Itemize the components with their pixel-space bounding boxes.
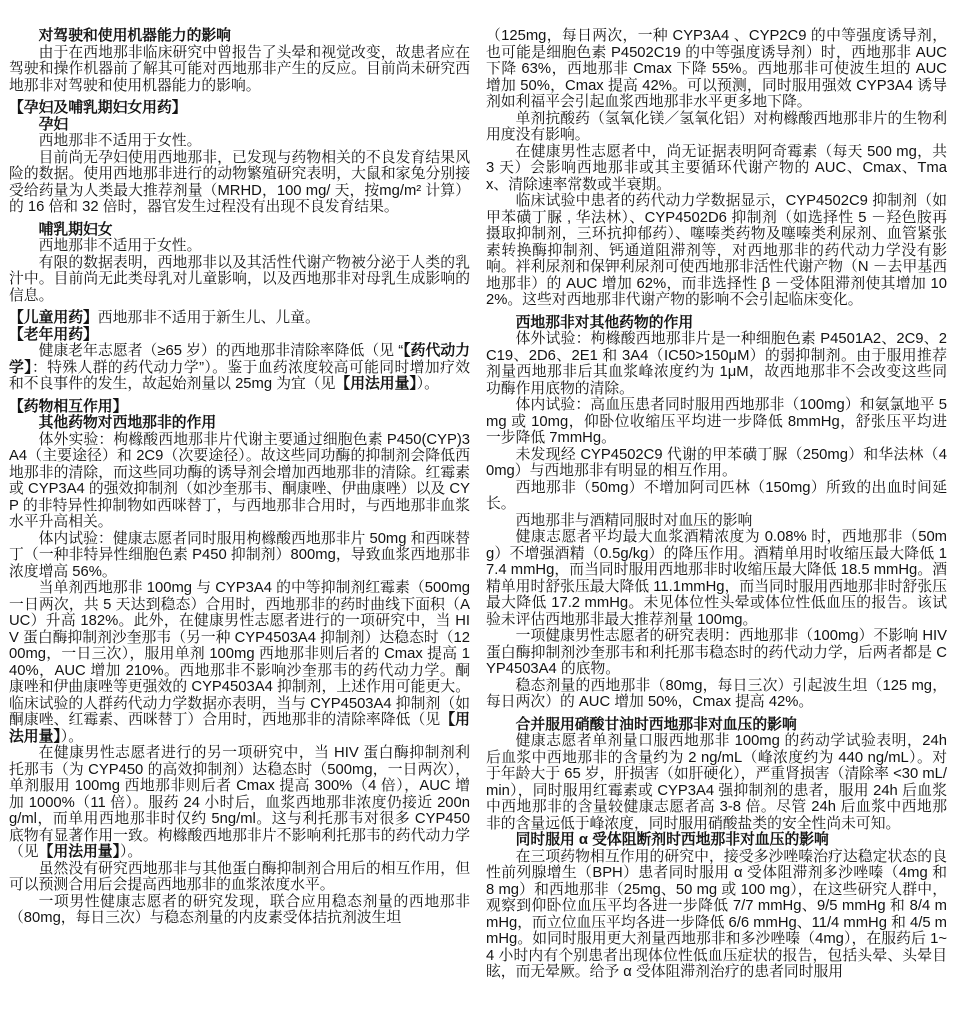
paragraph [486, 331, 947, 397]
text-run: 西地那非不适用于女性。 [38, 133, 202, 149]
right-column [486, 28, 947, 1024]
subsection-heading [486, 315, 947, 332]
text-run: 西地那非与酒精同服时对血压的影响 [515, 512, 753, 529]
text-run: ）。 [416, 376, 439, 392]
section-heading [9, 327, 470, 344]
paragraph [486, 529, 947, 628]
bold-text-run: 【孕妇及哺乳期妇女用药】 [9, 100, 187, 116]
paragraph [486, 111, 947, 144]
text-run: 单剂抗酸药（氢氧化镁／氢氧化铝）对枸橼酸西地那非片的生物利用度没有影响。 [486, 110, 947, 143]
paragraph [9, 432, 470, 531]
text-run: 在三项药物相互作用的研究中，接受多沙唑嗪治疗达稳定状态的良性前列腺增生（BPH）患者同时服用 α 受体阻滞剂多沙唑嗪（4mg 和 8 mg）和西地那非（25mg、50 mg 或 100 mg），在这些研究人群中，观察到仰卧位血压平均各进一步降低 7/7 mmHg、9/5 mmHg 和 8/4 mmHg，而立位血压平均各进一步降低 6/6 mmHg、11/4 mmHg 和 4/5 mmHg。如同时服用更大剂量西地那非和多沙唑嗪（4mg），在服药后 1~4 小时内有个别患者出现体位性低血压症状的报告，包括头晕、头晕目眩，而无晕厥。给予 α 受体阻滞剂治疗的患者同时服用 [486, 848, 947, 980]
subsection-heading [9, 28, 470, 45]
text-run: 西地那非不适用于女性。 [38, 238, 202, 254]
section-heading [9, 310, 470, 327]
bold-text-run: 哺乳期妇女 [38, 221, 113, 238]
text-run: 未发现经 CYP4502C9 代谢的甲苯磺丁脲（250mg）和华法林（40mg）与西地那非有明显的相互作用。 [486, 446, 947, 479]
paragraph [9, 45, 470, 95]
paragraph [9, 343, 470, 393]
text-run: 体内试验：高血压患者同时服用西地那非（100mg）和氨氯地平 5mg 或 10mg，仰卧位收缩压平均进一步降低 8mmHg，舒张压平均进一步降低 7mmHg。 [486, 397, 947, 446]
paragraph-continuation [486, 28, 947, 111]
text-run: 一项健康男性志愿者的研究表明：西地那非（100mg）不影响 HIV 蛋白酶抑制剂沙奎那韦和利托那韦稳态时的药代动力学，后两者都是 CYP4503A4 的底物。 [486, 628, 947, 677]
paragraph [9, 531, 470, 581]
text-run: 在健康男性志愿者中，尚无证据表明阿奇霉素（每天 500 mg，共 3 天）会影响西地那非或其主要循环代谢产物的 AUC、Cmax、Tmax、清除速率常数或半衰期。 [486, 143, 947, 193]
text-run: 体内试验：健康志愿者同时服用枸橼酸西地那非片 50mg 和西咪替丁（一种非特异性细胞色素 P450 抑制剂）800mg，导致血浆西地那非浓度增高 56%。 [9, 530, 470, 580]
text-run: 体外实验：枸橼酸西地那非片代谢主要通过细胞色素 P450(CYP)3A4（主要途径）和 2C9（次要途径）。故这些同功酶的抑制剂会降低西地那非的清除，而这些同功酶的诱导剂会增加西地那非的清除。红霉素或 CYP3A4 的强效抑制剂（如沙奎那韦、酮康唑、伊曲康唑）以及 CYP 的非特异性抑制物如西咪替丁，与西地那非合用时，与西地那非血浆水平升高相关。 [9, 431, 470, 530]
text-run: 健康志愿者单剂量口服西地那非 100mg 的药动学试验表明，24h 后血浆中西地那非的含量约为 2 ng/mL（峰浓度约为 440 ng/mL）。对于年龄大于 65 岁，肝损害（如肝硬化），严重肾损害（清除率 <30 mL/min），同时服用红霉素或 CYP3A4 强抑制剂的患者，服用 24h 后血浆中西地那非的含量较健康志愿者高 3-8 倍。尽管 24h 后血浆中西地那非的含量远低于峰浓度，同时服用硝酸盐类的安全性尚未可知。 [486, 733, 947, 832]
paragraph [9, 238, 470, 255]
bold-text-run: 其他药物对西地那非的作用 [38, 415, 217, 431]
paragraph [486, 628, 947, 678]
paragraph [486, 447, 947, 480]
bold-text-run: 对驾驶和使用机器能力的影响 [38, 28, 231, 44]
paragraph [9, 745, 470, 861]
bold-text-run: 【药物相互作用】 [9, 398, 128, 415]
bold-text-run: 【药代动力学】 [9, 343, 470, 376]
subsection-heading [486, 717, 947, 734]
text-run: 健康老年志愿者（≥65 岁）的西地那非清除率降低（见 “ [38, 343, 404, 359]
text-run: 目前尚无孕妇使用西地那非，已发现与药物相关的不良发育结果风险的数据。使用西地那非进行的动物繁殖研究表明，大鼠和家兔分别接受给药量为人类最大推荐剂量（MRHD，100 mg/ 天，按mg/m² 计算）的 16 倍和 32 倍时，器官发生过程没有出现不良发育结果。 [9, 149, 470, 215]
paragraph [486, 144, 947, 194]
paragraph [9, 861, 470, 894]
paragraph [9, 133, 470, 150]
text-run: 在健康男性志愿者进行的另一项研究中，当 HIV 蛋白酶抑制剂利托那韦（为 CYP450 的高效抑制剂）达稳态时（500mg，一日两次），单剂服用 100mg 西地那非则后者 Cmax 提高 300%（4 倍），AUC 增加 1000%（11 倍）。服药 24 小时后，血浆西地那非浓度仍接近 200ng/ml，而单用西地那非时仅约 5ng/ml。这与利托那韦对很多 CYP450 底物有显著作用一致。枸橼酸西地那非片不影响利托那韦的药代动力学（见 [9, 745, 470, 860]
paragraph [486, 480, 947, 513]
bold-text-run: 孕妇 [38, 116, 69, 133]
paragraph [486, 397, 947, 447]
text-run: 西地那非不适用于新生儿、儿童。 [97, 310, 320, 326]
bold-text-run: 西地那非对其他药物的作用 [515, 314, 694, 331]
text-run: ）。 [60, 728, 83, 745]
paragraph [486, 513, 947, 530]
subsection-heading [9, 415, 470, 432]
paragraph [9, 150, 470, 216]
text-run: 虽然没有研究西地那非与其他蛋白酶抑制剂合用后的相互作用，但可以预测合用后会提高西地那非的血浆浓度水平。 [9, 860, 470, 893]
paragraph [9, 580, 470, 745]
bold-text-run: 【老年用药】 [9, 326, 98, 343]
subsection-heading [486, 832, 947, 849]
section-heading [9, 100, 470, 117]
text-run: ：特殊人群的药代动力学”）。鉴于血药浓度较高可能同时增加疗效和不良事件的发生，故起始剂量以 25mg 为宜（见 [9, 359, 470, 392]
subsection-heading [9, 117, 470, 134]
paragraph [486, 849, 947, 981]
text-run: 由于在西地那非临床研究中曾报告了头晕和视觉改变，故患者应在驾驶和操作机器前了解其可能对西地那非产生的反应。目前尚未研究西地那非对驾驶和使用机器能力的影响。 [9, 44, 470, 94]
bold-text-run: 【用法用量】 [9, 712, 470, 745]
text-run: （125mg，每日两次，一种 CYP3A4 、CYP2C9 的中等强度诱导剂，也可能是细胞色素 P4502C19 的中等强度诱导剂）时，西地那非 AUC 下降 63%，西地那非 Cmax 下降 55%。西地那非可使波生坦的 AUC 增加 50%，Cmax 提高 42%。可以预测，同时服用强效 CYP3A4 诱导剂如利福平会引起血浆西地那非水平更多地下降。 [486, 28, 947, 110]
section-heading [9, 399, 470, 416]
paragraph [9, 894, 470, 927]
text-run: 临床试验中患者的药代动力学数据显示，CYP4502C9 抑制剂（如甲苯磺丁脲 , 华法林）、CYP4502D6 抑制剂（如选择性 5 －羟色胺再摄取抑制剂，三环抗抑郁药）、噻嗪类药物及噻嗪类利尿剂、血管紧张素转换酶抑制剂、钙通道阻滞剂等，对西地那非的药代动力学没有影响。袢利尿剂和保钾利尿剂可使西地那非活性代谢产物（N －去甲基西地那非）的 AUC 增加 62%，而非选择性 β －受体阻滞剂使其增加 102%。这些对西地那非代谢产物的影响不会引起临床变化。 [486, 193, 947, 308]
bold-text-run: 合并服用硝酸甘油时西地那非对血压的影响 [515, 716, 797, 733]
text-run: 当单剂西地那非 100mg 与 CYP3A4 的中等抑制剂红霉素（500mg 一日两次，共 5 天达到稳态）合用时，西地那非的药时曲线下面积（AUC）升高 182%。此外，在健康男性志愿者进行的一项研究中，当 HIV 蛋白酶抑制剂沙奎那韦（另一种 CYP4503A4 抑制剂）达稳态时（1200mg，一日三次），服用单剂 100mg 西地那非则后者的 Cmax 提高 140%，AUC 增加 210%。西地那非不影响沙奎那韦的药代动力学。酮康唑和伊曲康唑等更强效的 CYP4503A4 抑制剂，上述作用可能更大。临床试验的人群药代动力学数据亦表明，当与 CYP4503A4 抑制剂（如酮康唑、红霉素、西咪替丁）合用时，西地那非的清除率降低（见 [9, 580, 470, 728]
bold-text-run: 【用法用量】 [38, 844, 120, 860]
paragraph [486, 733, 947, 832]
text-run: 一项男性健康志愿者的研究发现，联合应用稳态剂量的西地那非（80mg，每日三次）与稳态剂量的内皮素受体拮抗剂波生坦 [9, 893, 470, 926]
subsection-heading [9, 222, 470, 239]
paragraph [9, 255, 470, 305]
bold-text-run: 【用法用量】 [335, 376, 417, 392]
paragraph [486, 678, 947, 711]
left-column [9, 28, 470, 1024]
text-run: 有限的数据表明，西地那非以及其活性代谢产物被分泌于人类的乳汁中。目前尚无此类母乳对儿童影响，以及西地那非对母乳生成影响的信息。 [9, 254, 470, 304]
bold-text-run: 【儿童用药】 [9, 310, 98, 326]
paragraph [486, 193, 947, 309]
text-run: ）。 [120, 844, 143, 860]
text-run: 健康志愿者平均最大血浆酒精浓度为 0.08% 时，西地那非（50mg）不增强酒精（0.5g/kg）的降压作用。酒精单用时收缩压最大降低 17.4 mmHg，而当同时服用西地那非时收缩压最大降低 18.5 mmHg。酒精单用时舒张压最大降低 11.1mmHg，而当同时服用西地那非时舒张压最大降低 17.2 mmHg。未见体位性头晕或体位性低血压的报告。该试验未评估西地那非最大推荐剂量 100mg。 [486, 529, 947, 628]
text-run: 稳态剂量的西地那非（80mg，每日三次）引起波生坦（125 mg，每日两次）的 AUC 增加 50%，Cmax 提高 42%。 [486, 677, 947, 710]
bold-text-run: 同时服用 α 受体阻断剂时西地那非对血压的影响 [515, 832, 829, 848]
text-run: 体外试验：枸橼酸西地那非片是一种细胞色素 P4501A2、2C9、2C19、2D6、2E1 和 3A4（IC50>150μM）的弱抑制剂。由于服用推荐剂量西地那非后其血浆峰浓度约为 1μM，故西地那非不会改变这些同功酶作用底物的清除。 [486, 331, 947, 397]
text-run: 西地那非（50mg）不增加阿司匹林（150mg）所致的出血时间延长。 [486, 479, 947, 512]
